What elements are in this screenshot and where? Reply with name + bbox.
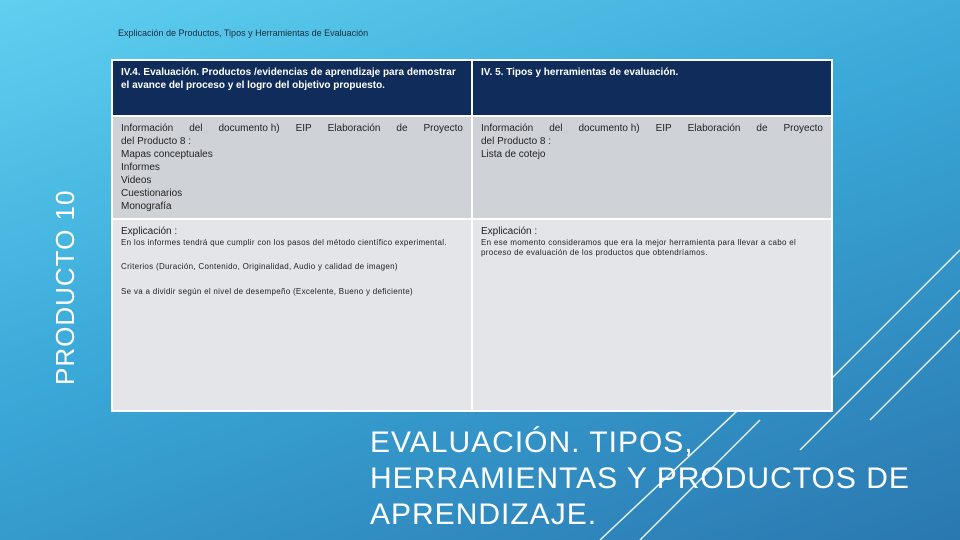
- levels-text: Se va a dividir según el nivel de desempeño (Excelente, Bueno y deficiente): [121, 286, 413, 296]
- list-item: Informes: [121, 162, 160, 173]
- explanation-label: Explicación :: [481, 226, 538, 237]
- slide-title: EVALUACIÓN. TIPOS, HERRAMIENTAS Y PRODUCTOS DE APRENDIZAJE.: [370, 426, 910, 531]
- list-item: Lista de cotejo: [481, 149, 546, 160]
- slide-caption: Explicación de Productos, Tipos y Herramientas de Evaluación: [118, 28, 369, 38]
- explanation-label: Explicación :: [121, 226, 178, 237]
- side-title: PRODUCTO 10: [50, 189, 80, 385]
- info-cell-products: [112, 116, 472, 219]
- explanation-text: En ese momento consideramos que era la mejor herramienta para llevar a cabo el proceso de evaluación de los productos que obtendríamos.: [481, 238, 797, 258]
- list-item: Mapas conceptuales: [121, 149, 213, 160]
- explanation-cell-tools: [472, 219, 832, 411]
- info-first-line: Información del documento h) EIP Elaboración de Proyecto: [121, 123, 463, 134]
- list-item: Videos: [121, 175, 152, 186]
- info-first-line: Información del documento h) EIP Elaboración de Proyecto: [481, 123, 823, 134]
- header-cell-products: IV.4. Evaluación. Productos /evidencias de aprendizaje para demostrar el avance del proceso y el logro del objetivo propuesto.: [112, 60, 472, 116]
- explanation-cell-products: [112, 219, 472, 411]
- header-cell-tools: IV. 5. Tipos y herramientas de evaluación.: [472, 60, 832, 116]
- list-item: Cuestionarios: [121, 188, 183, 199]
- evaluation-table: [111, 59, 833, 412]
- list-item: del Producto 8 :: [121, 136, 192, 147]
- list-item: del Producto 8 :: [481, 136, 552, 147]
- info-cell-tools: [472, 116, 832, 219]
- explanation-text: En los informes tendrá que cumplir con los pasos del método científico experimental.: [121, 238, 447, 247]
- criteria-text: Criterios (Duración, Contenido, Originalidad, Audio y calidad de imagen): [121, 262, 398, 272]
- list-item: Monografía: [121, 201, 172, 212]
